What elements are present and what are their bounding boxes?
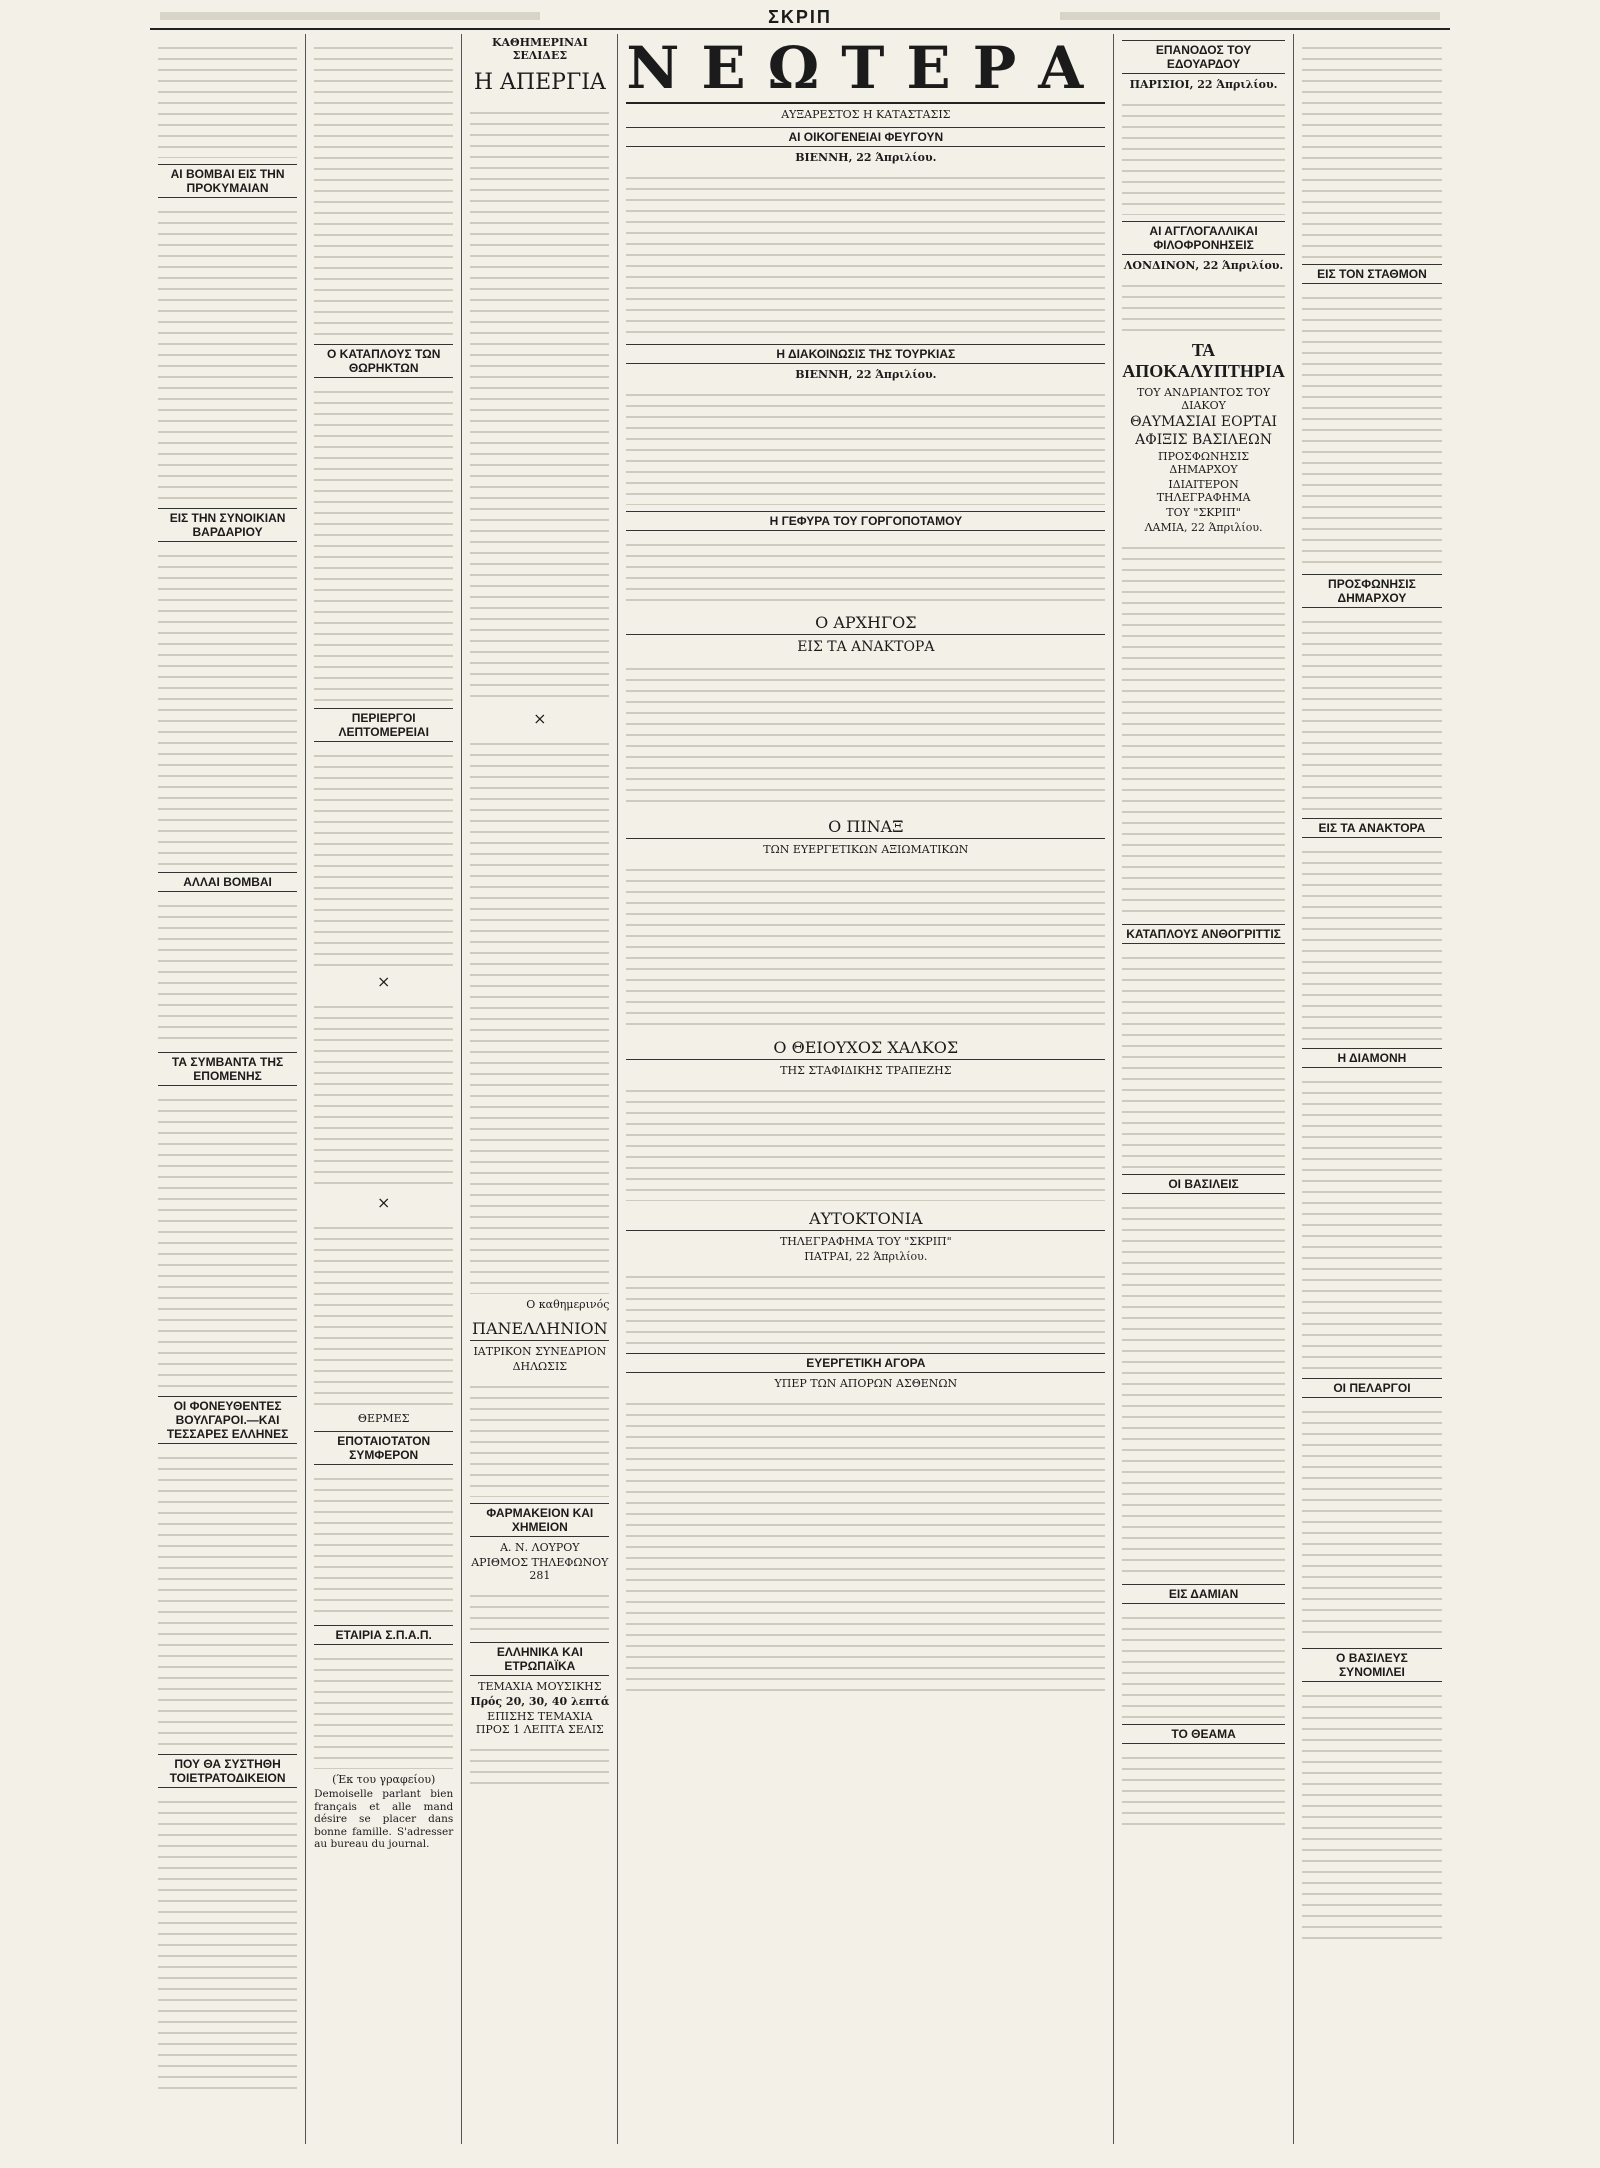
text-block [314,1218,453,1408]
column-6 [1294,34,1450,2144]
separator-cross: × [533,709,547,728]
masthead-left-rule [160,12,540,20]
dateline: ΒΙΕΝΝΗ, 22 Άπριλίου. [795,368,937,381]
neotera-title: ΝΕΩΤΕΡΑ [626,34,1106,102]
column-4 [618,34,1114,2144]
subheadline: Α. Ν. ΛΟΥΡΟΥ [500,1541,580,1554]
headline-apergia: Η ΑΠΕΡΓΙΑ [473,70,606,95]
text-block [470,734,609,1294]
subheadline: ΤΗΛΕΓΡΑΦΗΜΑ ΤΟΥ "ΣΚΡΙΠ" [779,1235,952,1248]
headline: ΑΙ ΒΟΜΒΑΙ ΕΙΣ ΤΗΝ ΠΡΟΚΥΜΑΙΑΝ [158,164,297,198]
headline: ΑΥΤΟΚΤΟΝΙΑ [626,1207,1105,1231]
headline: Η ΓΕΦΥΡΑ ΤΟΥ ΓΟΡΓΟΠΟΤΑΜΟΥ [626,511,1105,531]
headline: ΕΤΑΙΡΙΑ Σ.Π.Α.Π. [314,1625,453,1645]
text-block [1122,276,1285,336]
text-block [626,385,1105,505]
subheadline: ΥΠΕΡ ΤΩΝ ΑΠΟΡΩΝ ΑΣΘΕΝΩΝ [774,1377,958,1390]
text-block [626,659,1105,809]
text-block [1302,612,1442,812]
headline: Ο ΘΕΙΟΥΧΟΣ ΧΑΛΚΟΣ [626,1036,1105,1060]
text-block [626,860,1105,1030]
headline: ΟΙ ΒΑΣΙΛΕΙΣ [1122,1174,1285,1194]
headline: Η ΔΙΑΜΟΝΗ [1302,1048,1442,1068]
dateline: ΛΑΜΙΑ, 22 Άπριλίου. [1144,521,1263,534]
subheadline: ΙΑΤΡΙΚΟΝ ΣΥΝΕΔΡΙΟΝ [473,1345,607,1358]
subheadline: Πρός 20, 30, 40 λεπτά [470,1695,610,1708]
headline: ΑΙ ΑΓΓΛΟΓΑΛΛΙΚΑΙ ΦΙΛΟΦΡΟΝΗΣΕΙΣ [1122,221,1285,255]
headline: ΠΟΥ ΘΑ ΣΥΣΤΗΘΗ ΤΟΙΕΤΡΑΤΟΔΙΚΕΙΟΝ [158,1754,297,1788]
text-block [1302,842,1442,1042]
text-block [314,746,453,966]
text-block [1122,95,1285,215]
text-block [1302,288,1442,568]
headline: ΟΙ ΦΟΝΕΥΘΕΝΤΕΣ ΒΟΥΛΓΑΡΟΙ.—ΚΑΙ ΤΕΣΣΑΡΕΣ ΕΛΛΗΝΕΣ [158,1396,297,1444]
text-block [1122,538,1285,918]
headline: Ο ΚΑΤΑΠΛΟΥΣ ΤΩΝ ΘΩΡΗΚΤΩΝ [314,344,453,378]
text-block [1122,948,1285,1168]
headline: ΤΑ ΑΠΟΚΑΛΥΠΤΗΡΙΑ [1122,340,1285,381]
subheadline: ΘΑΥΜΑΣΙΑΙ ΕΟΡΤΑΙ [1130,414,1277,430]
masthead [150,6,1450,30]
text-block [1302,38,1442,258]
signature: Ο καθημερινός [526,1298,610,1311]
text-block [626,1081,1105,1201]
subheadline: ΙΔΙΑΙΤΕΡΟΝ ΤΗΛΕΓΡΑΦΗΜΑ [1156,478,1251,504]
headline: ΚΑΤΑΠΛΟΥΣ ΑΝΘΟΓΡΙΤΤΙΣ [1122,924,1285,944]
text-block [314,1649,453,1769]
text-block [626,535,1105,605]
text-block [1122,1748,1285,1828]
kicker: ΚΑΘΗΜΕΡΙΝΑΙ ΣΕΛΙΔΕΣ [491,36,588,62]
text-block [1302,1072,1442,1372]
headline: Η ΔΙΑΚΟΙΝΩΣΙΣ ΤΗΣ ΤΟΥΡΚΙΑΣ [626,344,1105,364]
headline: ΑΛΛΑΙ ΒΟΜΒΑΙ [158,872,297,892]
subheadline: ΤΟΥ "ΣΚΡΙΠ" [1166,506,1241,519]
text-block [470,1740,609,1790]
subheadline: ΠΡΟΣΦΩΝΗΣΙΣ ΔΗΜΑΡΧΟΥ [1158,450,1250,476]
text-block [1302,1402,1442,1642]
text-block [1122,1198,1285,1578]
text-block [158,546,297,866]
headline: ΕΙΣ ΔΑΜΙΑΝ [1122,1584,1285,1604]
text-block [470,103,609,703]
text-block [158,896,297,1046]
masthead-title: ΣΚΡΙΠ [768,6,832,27]
column-5 [1114,34,1294,2144]
text-block [626,168,1105,338]
headline: ΑΙ ΟΙΚΟΓΕΝΕΙΑΙ ΦΕΥΓΟΥΝ [626,127,1105,147]
headline: ΕΛΛΗΝΙΚΑ ΚΑΙ ΕΤΡΩΠΑΪΚΑ [470,1642,609,1676]
subheadline: ΑΡΙΘΜΟΣ ΤΗΛΕΦΩΝΟΥ 281 [471,1556,609,1582]
headline: Ο ΒΑΣΙΛΕΥΣ ΣΥΝΟΜΙΛΕΙ [1302,1648,1442,1682]
subheadline: ΕΙΣ ΤΑ ΑΝΑΚΤΟΡΑ [797,639,935,655]
subheadline: ΤΕΜΑΧΙΑ ΜΟΥΣΙΚΗΣ [478,1680,602,1693]
text-block [158,202,297,502]
column-2 [306,34,462,2144]
headline: ΤΟ ΘΕΑΜΑ [1122,1724,1285,1744]
headline: ΕΙΣ ΤΟΝ ΣΤΑΘΜΟΝ [1302,264,1442,284]
text-block [1302,1686,1442,1946]
subheadline: ΤΟΥ ΑΝΔΡΙΑΝΤΟΣ ΤΟΥ ΔΙΑΚΟΥ [1136,386,1271,412]
dateline: ΛΟΝΔΙΝΟΝ, 22 Άπριλίου. [1123,259,1284,272]
separator-cross: × [376,1193,391,1212]
dateline: ΠΑΡΙΣΙΟΙ, 22 Άπριλίου. [1129,78,1278,91]
column-3 [462,34,618,2144]
headline: ΕΠΟΤΑΙΟΤΑΤΟΝ ΣΥΜΦΕΡΟΝ [314,1431,453,1465]
subheadline: ΕΠΙΣΗΣ ΤΕΜΑΧΙΑ ΠΡΟΣ 1 ΛΕΠΤΑ ΣΕΛΙΣ [475,1710,604,1736]
dateline: ΒΙΕΝΝΗ, 22 Άπριλίου. [795,151,937,164]
subheadline: ΑΦΙΞΙΣ ΒΑΣΙΛΕΩΝ [1135,432,1272,448]
headline: ΕΙΣ ΤΗΝ ΣΥΝΟΙΚΙΑΝ ΒΑΡΔΑΡΙΟΥ [158,508,297,542]
headline: ΕΥΕΡΓΕΤΙΚΗ ΑΓΟΡΑ [626,1353,1105,1373]
headline: ΠΕΡΙΕΡΓΟΙ ΛΕΠΤΟΜΕΡΕΙΑΙ [314,708,453,742]
text-block [314,38,453,338]
text-block [470,1586,609,1636]
columns [150,34,1450,2144]
headline: Ο ΑΡΧΗΓΟΣ [626,611,1105,635]
text-block [158,38,297,158]
text-block [158,1792,297,2092]
headline: Ο ΠΙΝΑΞ [626,815,1105,839]
subheadline: ΤΗΣ ΣΤΑΦΙΔΙΚΗΣ ΤΡΑΠΕΖΗΣ [780,1064,952,1077]
separator-cross: × [376,972,391,991]
masthead-right-rule [1060,12,1440,20]
headline: ΤΑ ΣΥΜΒΑΝΤΑ ΤΗΣ ΕΠΟΜΕΝΗΣ [158,1052,297,1086]
column-1 [150,34,306,2144]
dateline: ΠΑΤΡΑΙ, 22 Άπριλίου. [804,1250,928,1263]
subheadline: ΔΗΛΩΣΙΣ [512,1360,568,1373]
text-block [314,382,453,702]
headline: ΠΡΟΣΦΩΝΗΣΙΣ ΔΗΜΑΡΧΟΥ [1302,574,1442,608]
text-block [470,1377,609,1497]
text-block [314,997,453,1187]
subheadline: ΤΩΝ ΕΥΕΡΓΕΤΙΚΩΝ ΑΞΙΩΜΑΤΙΚΩΝ [763,843,969,856]
text-block [626,1394,1105,1694]
headline: ΠΑΝΕΛΛΗΝΙΟΝ [470,1317,609,1341]
headline: ΑΥΞΑΡΕΣΤΟΣ Η ΚΑΤΑΣΤΑΣΙΣ [781,108,951,121]
section-label: ΘΕΡΜΕΣ [357,1412,410,1425]
headline: ΕΠΑΝΟΔΟΣ ΤΟΥ ΕΔΟΥΑΡΔΟΥ [1122,40,1285,74]
text-block [314,1469,453,1619]
headline: ΕΙΣ ΤΑ ΑΝΑΚΤΟΡΑ [1302,818,1442,838]
text-block [158,1448,297,1748]
text-block [626,1267,1105,1347]
text-block [1122,1608,1285,1718]
french-notice: Demoiselle parlant bien français et alle mand désire se placer dans bonne famille. S'adresser au bureau du journal. [314,1788,454,1850]
text-block [158,1090,297,1390]
signature: (Έκ του γραφείου) [332,1773,436,1786]
headline: ΦΑΡΜΑΚΕΙΟΝ ΚΑΙ ΧΗΜΕΙΟΝ [470,1503,609,1537]
headline: ΟΙ ΠΕΛΑΡΓΟΙ [1302,1378,1442,1398]
